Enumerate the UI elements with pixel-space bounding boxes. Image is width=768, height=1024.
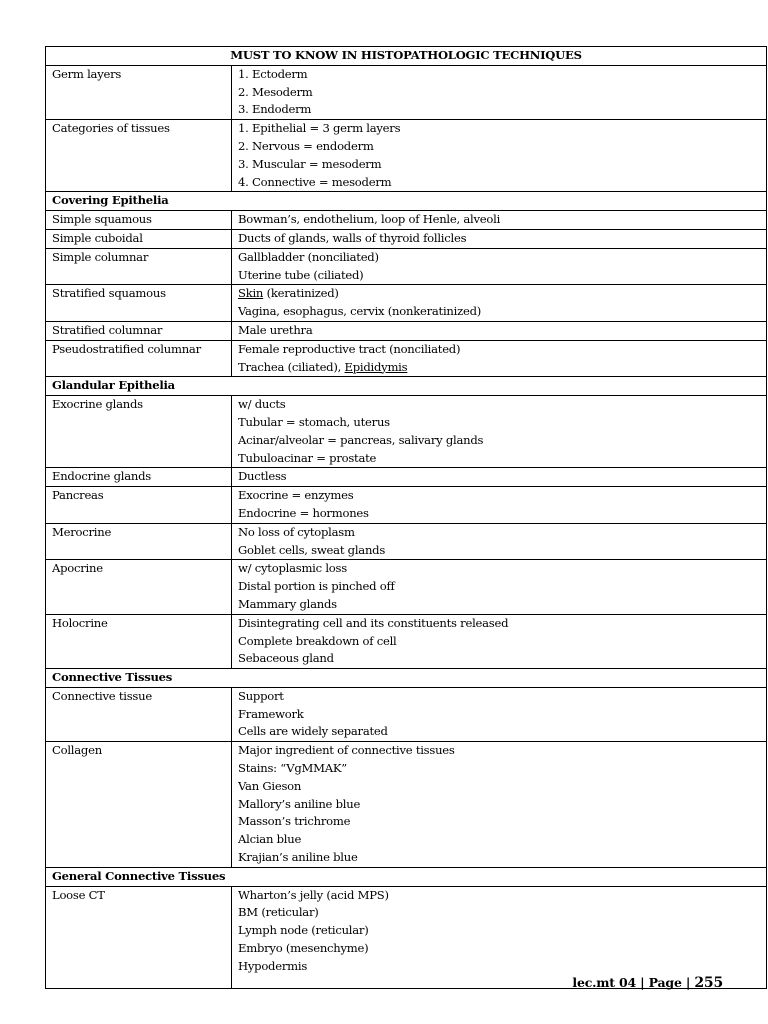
description-line: Support <box>238 688 284 703</box>
description-line: Lymph node (reticular) <box>238 923 369 938</box>
description-cell <box>232 120 767 192</box>
description-line: Hypodermis <box>238 958 308 973</box>
description-cell <box>232 321 767 340</box>
description-line: Ducts of glands, walls of thyroid follicles <box>238 230 467 245</box>
description-cell <box>232 65 767 119</box>
table-row <box>46 340 767 377</box>
description-line: Mammary glands <box>238 596 337 611</box>
description-line: Vagina, esophagus, cervix (nonkeratinized) <box>238 304 482 319</box>
empty-cell <box>46 976 232 989</box>
term-cell: Loose CT <box>46 886 232 975</box>
description-line: Wharton’s jelly (acid MPS) <box>238 887 389 902</box>
description-line: 1. Epithelial = 3 germ layers <box>238 121 401 136</box>
description-cell <box>232 468 767 487</box>
term-cell: Stratified squamous <box>46 285 232 322</box>
description-line: Tubular = stomach, uterus <box>238 414 390 429</box>
description-cell <box>232 487 767 524</box>
term-cell: Pancreas <box>46 487 232 524</box>
description-line: w/ ducts <box>238 397 286 412</box>
footer-label: lec.mt 04 | Page | <box>572 975 695 990</box>
description-line: 2. Mesoderm <box>238 84 313 99</box>
description-cell <box>232 340 767 377</box>
description-line: Bowman’s, endothelium, loop of Henle, alveoli <box>238 212 501 227</box>
table-row <box>46 65 767 119</box>
description-line: 4. Connective = mesoderm <box>238 174 392 189</box>
description-line: Ductless <box>238 469 287 484</box>
section-heading: Covering Epithelia <box>46 192 767 211</box>
term-cell: Apocrine <box>46 560 232 614</box>
table-row <box>46 248 767 285</box>
table-row <box>46 285 767 322</box>
description-line: 1. Ectoderm <box>238 66 308 81</box>
description-line: Uterine tube (ciliated) <box>238 267 364 282</box>
description-cell <box>232 886 767 975</box>
description-line: 2. Nervous = endoderm <box>238 138 374 153</box>
description-cell <box>232 248 767 285</box>
term-cell: Connective tissue <box>46 687 232 741</box>
description-line: Goblet cells, sweat glands <box>238 542 386 557</box>
section-row <box>46 867 767 886</box>
description-line: Alcian blue <box>238 832 302 847</box>
description-cell <box>232 560 767 614</box>
table-row <box>46 560 767 614</box>
section-row <box>46 669 767 688</box>
table-row <box>46 742 767 868</box>
table-row <box>46 396 767 468</box>
description-line: w/ cytoplasmic loss <box>238 561 347 576</box>
table-row <box>46 211 767 230</box>
description-line: Endocrine = hormones <box>238 505 369 520</box>
description-line: No loss of cytoplasm <box>238 524 355 539</box>
term-cell: Pseudostratified columnar <box>46 340 232 377</box>
description-line: Stains: “VgMMAK” <box>238 761 347 776</box>
term-cell: Holocrine <box>46 614 232 668</box>
description-line: Major ingredient of connective tissues <box>238 743 455 758</box>
description-cell <box>232 285 767 322</box>
table-row <box>46 886 767 975</box>
table-title-row <box>46 47 767 66</box>
description-line: Male urethra <box>238 322 313 337</box>
description-line: Acinar/alveolar = pancreas, salivary glands <box>238 432 484 447</box>
description-line: Embryo (mesenchyme) <box>238 941 369 956</box>
term-cell: Exocrine glands <box>46 396 232 468</box>
description-cell <box>232 523 767 560</box>
description-line: Disintegrating cell and its constituents released <box>238 615 509 630</box>
text-segment: (keratinized) <box>263 286 339 301</box>
text-segment: Trachea (ciliated), <box>238 359 345 374</box>
term-cell: Simple cuboidal <box>46 229 232 248</box>
description-line: Mallory’s aniline blue <box>238 796 361 811</box>
description-cell <box>232 742 767 868</box>
term-cell: Stratified columnar <box>46 321 232 340</box>
section-heading: Connective Tissues <box>46 669 767 688</box>
description-cell <box>232 396 767 468</box>
term-cell: Merocrine <box>46 523 232 560</box>
table-row <box>46 687 767 741</box>
description-cell <box>232 229 767 248</box>
description-cell <box>232 211 767 230</box>
description-cell <box>232 614 767 668</box>
term-cell: Simple columnar <box>46 248 232 285</box>
underlined-term: Skin <box>238 286 264 301</box>
description-line: Gallbladder (nonciliated) <box>238 249 379 264</box>
table-row <box>46 120 767 192</box>
table-row <box>46 523 767 560</box>
term-cell: Categories of tissues <box>46 120 232 192</box>
histopathology-table <box>45 46 767 989</box>
term-cell: Simple squamous <box>46 211 232 230</box>
table-row <box>46 229 767 248</box>
section-heading: Glandular Epithelia <box>46 377 767 396</box>
description-line: Sebaceous gland <box>238 651 334 666</box>
table-row <box>46 321 767 340</box>
page-number: 255 <box>694 975 723 991</box>
description-line: Female reproductive tract (nonciliated) <box>238 341 461 356</box>
description-line: BM (reticular) <box>238 905 319 920</box>
section-heading: General Connective Tissues <box>46 867 767 886</box>
table-row <box>46 614 767 668</box>
description-line: Tubuloacinar = prostate <box>238 450 377 465</box>
description-line: Exocrine = enzymes <box>238 488 354 503</box>
page-footer <box>572 975 723 991</box>
term-cell: Germ layers <box>46 65 232 119</box>
description-line: Van Gieson <box>238 778 302 793</box>
description-line: Distal portion is pinched off <box>238 579 395 594</box>
table-title: MUST TO KNOW IN HISTOPATHOLOGIC TECHNIQUES <box>46 47 767 66</box>
description-line: 3. Muscular = mesoderm <box>238 156 382 171</box>
description-cell <box>232 687 767 741</box>
section-row <box>46 377 767 396</box>
description-line <box>238 359 766 377</box>
description-line: Masson’s trichrome <box>238 814 351 829</box>
table-row <box>46 468 767 487</box>
description-line: Cells are widely separated <box>238 724 388 739</box>
section-row <box>46 192 767 211</box>
description-line: 3. Endoderm <box>238 102 312 117</box>
description-line <box>238 285 766 303</box>
underlined-term: Epididymis <box>344 359 408 374</box>
table-row <box>46 487 767 524</box>
term-cell: Collagen <box>46 742 232 868</box>
description-line: Complete breakdown of cell <box>238 633 397 648</box>
description-line: Krajian’s aniline blue <box>238 850 358 865</box>
description-line: Framework <box>238 706 304 721</box>
term-cell: Endocrine glands <box>46 468 232 487</box>
